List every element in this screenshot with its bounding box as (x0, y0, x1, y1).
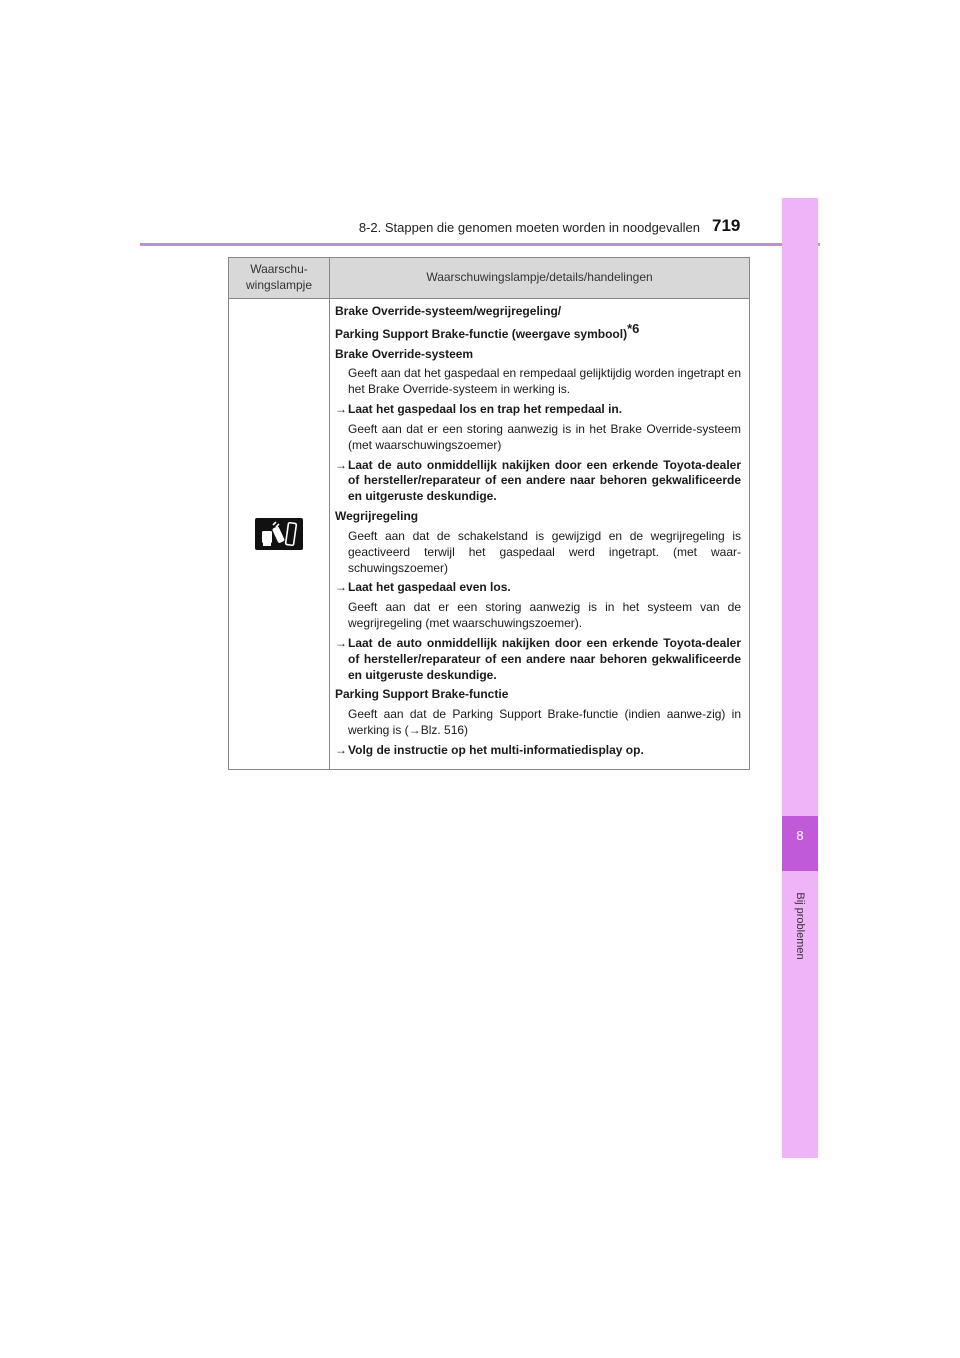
brake-override-description-1: Geeft aan dat het gaspedaal en rempedaal gelijktijdig worden ingetrapt en het Brake Override-systeem in werking is. (348, 366, 741, 397)
brake-override-action-1 (335, 402, 741, 418)
footnote-marker: *6 (627, 320, 640, 336)
description-text-end: ) (464, 723, 469, 738)
column-header-warning-light (229, 258, 330, 299)
section-title-line1: Brake Override-systeem/wegrijregeling/ (335, 304, 562, 318)
parking-support-brake-heading: Parking Support Brake-functie (335, 687, 509, 702)
action-text: Laat het gaspedaal los en trap het rempedaal in. (348, 402, 623, 417)
arrow-icon: → (335, 402, 347, 417)
brake-override-description-2: Geeft aan dat er een storing aanwezig is in het Brake Override-systeem (met waarschuwingszoemer) (348, 421, 741, 452)
brake-override-warning-icon (255, 518, 303, 550)
page-number: 719 (712, 216, 741, 235)
section-title (335, 304, 741, 343)
warning-light-table (228, 257, 750, 770)
brake-override-heading: Brake Override-systeem (335, 346, 474, 361)
column-header-details: Waarschuwingslampje/details/handelingen (330, 258, 750, 299)
action-text: Laat de auto onmiddellijk nakijken door een erkende Toyota-dealer of hersteller/reparateur of een andere naar behoren gekwalificeerde en uitgeruste deskundige. (348, 457, 741, 504)
arrow-icon: → (335, 457, 347, 472)
page-header-title: 8-2. Stappen die genomen moeten worden in noodgevallen (358, 220, 700, 235)
brake-override-action-2 (335, 458, 741, 505)
header-divider (140, 243, 820, 246)
arrow-icon: → (408, 723, 421, 738)
table-row (229, 299, 750, 770)
drive-start-control-action-1 (335, 580, 741, 596)
warning-details-cell (330, 299, 750, 770)
chapter-number: 8 (796, 828, 804, 843)
chapter-label: Bij problemen (794, 892, 806, 960)
arrow-icon: → (335, 580, 347, 595)
section-title-line2: Parking Support Brake-functie (weergave symbool) (335, 326, 628, 341)
warning-icon-cell (229, 299, 330, 770)
parking-support-brake-description (335, 707, 741, 739)
action-text: Volg de instructie op het multi-informatiedisplay op. (348, 742, 644, 757)
table-header-row (229, 258, 750, 299)
parking-support-brake-action (335, 743, 741, 759)
description-text: Geeft aan dat de Parking Support Brake-functie (indien aanwe-zig) in werking is ( (348, 707, 741, 738)
drive-start-control-description-2: Geeft aan dat er een storing aanwezig is in het systeem van de wegrijregeling (met waarschuwingszoemer). (348, 600, 741, 631)
arrow-icon: → (335, 742, 347, 757)
column-header-warning-light-label: Waarschu- wingslampje (245, 262, 313, 292)
action-text: Laat het gaspedaal even los. (348, 580, 511, 595)
action-text: Laat de auto onmiddellijk nakijken door een erkende Toyota-dealer of hersteller/reparateur of een andere naar behoren gekwalificeerde en uitgeruste deskundige. (348, 635, 741, 682)
drive-start-control-heading: Wegrijregeling (335, 509, 419, 524)
page-reference-link[interactable]: Blz. 516 (420, 723, 465, 738)
chapter-number-box (782, 816, 818, 871)
drive-start-control-description-1: Geeft aan dat de schakelstand is gewijzigd en de wegrijregeling is geactiveerd terwijl het gaspedaal werd ingetrapt. (met waar-schuwingszoemer) (348, 528, 741, 575)
drive-start-control-action-2 (335, 636, 741, 683)
arrow-icon: → (335, 635, 347, 650)
chapter-side-tab (782, 198, 818, 1158)
